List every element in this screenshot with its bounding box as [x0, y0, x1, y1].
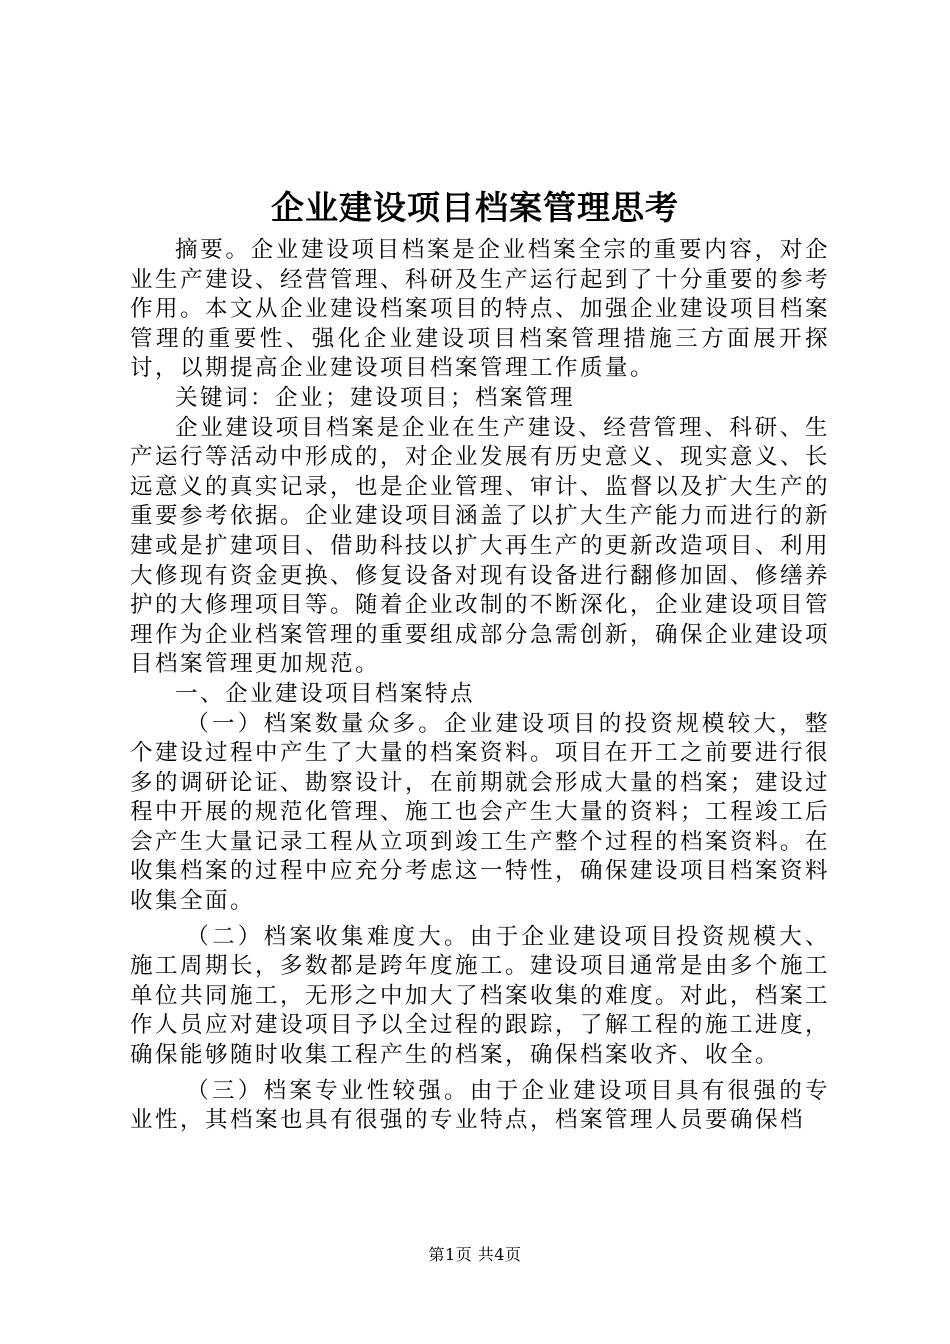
document-title: 企业建设项目档案管理思考 — [271, 188, 679, 227]
subsection-paragraph-1: （一）档案数量众多。企业建设项目的投资规模较大，整个建设过程中产生了大量的档案资料。项目在开工之前要进行很多的调研论证、勘察设计，在前期就会形成大量的档案；建设过程中开展的规范化管理、施工也会产生大量的资料；工程竣工后会产生大量记录工程从立项到竣工生产整个过程的档案资料。在收集档案的过程中应充分考虑这一特性，确保建设项目档案资料收集全面。 — [130, 710, 831, 915]
intro-paragraph: 企业建设项目档案是企业在生产建设、经营管理、科研、生产运行等活动中形成的，对企业发展有历史意义、现实意义、长远意义的真实记录，也是企业管理、审计、监督以及扩大生产的重要参考依据。企业建设项目涵盖了以扩大生产能力而进行的新建或是扩建项目、借助科技以扩大再生产的更新改造项目、利用大修现有资金更换、修复设备对现有设备进行翻修加固、修缮养护的大修理项目等。随着企业改制的不断深化，企业建设项目管理作为企业档案管理的重要组成部分急需创新，确保企业建设项目档案管理更加规范。 — [130, 414, 831, 678]
document-body — [130, 236, 830, 1136]
keywords-paragraph: 关键词：企业；建设项目；档案管理 — [175, 384, 576, 411]
subsection-paragraph-2: （二）档案收集难度大。由于企业建设项目投资规模大、施工周期长，多数都是跨年度施工。建设项目通常是由多个施工单位共同施工，无形之中加大了档案收集的难度。对此，档案工作人员应对建设项目予以全过程的跟踪，了解工程的施工进度，确保能够随时收集工程产生的档案，确保档案收齐、收全。 — [130, 923, 831, 1069]
section-heading: 一、企业建设项目档案特点 — [175, 680, 476, 707]
subsection-paragraph-3: （三）档案专业性较强。由于企业建设项目具有很强的专业性，其档案也具有很强的专业特点，档案管理人员要确保档 — [130, 1077, 830, 1134]
abstract-paragraph: 摘要。企业建设项目档案是企业档案全宗的重要内容，对企业生产建设、经营管理、科研及生产运行起到了十分重要的参考作用。本文从企业建设档案项目的特点、加强企业建设项目档案管理的重要性、强化企业建设项目档案管理措施三方面展开探讨，以期提高企业建设项目档案管理工作质量。 — [130, 237, 831, 382]
page-number: 第1页 共4页 — [428, 1245, 522, 1264]
